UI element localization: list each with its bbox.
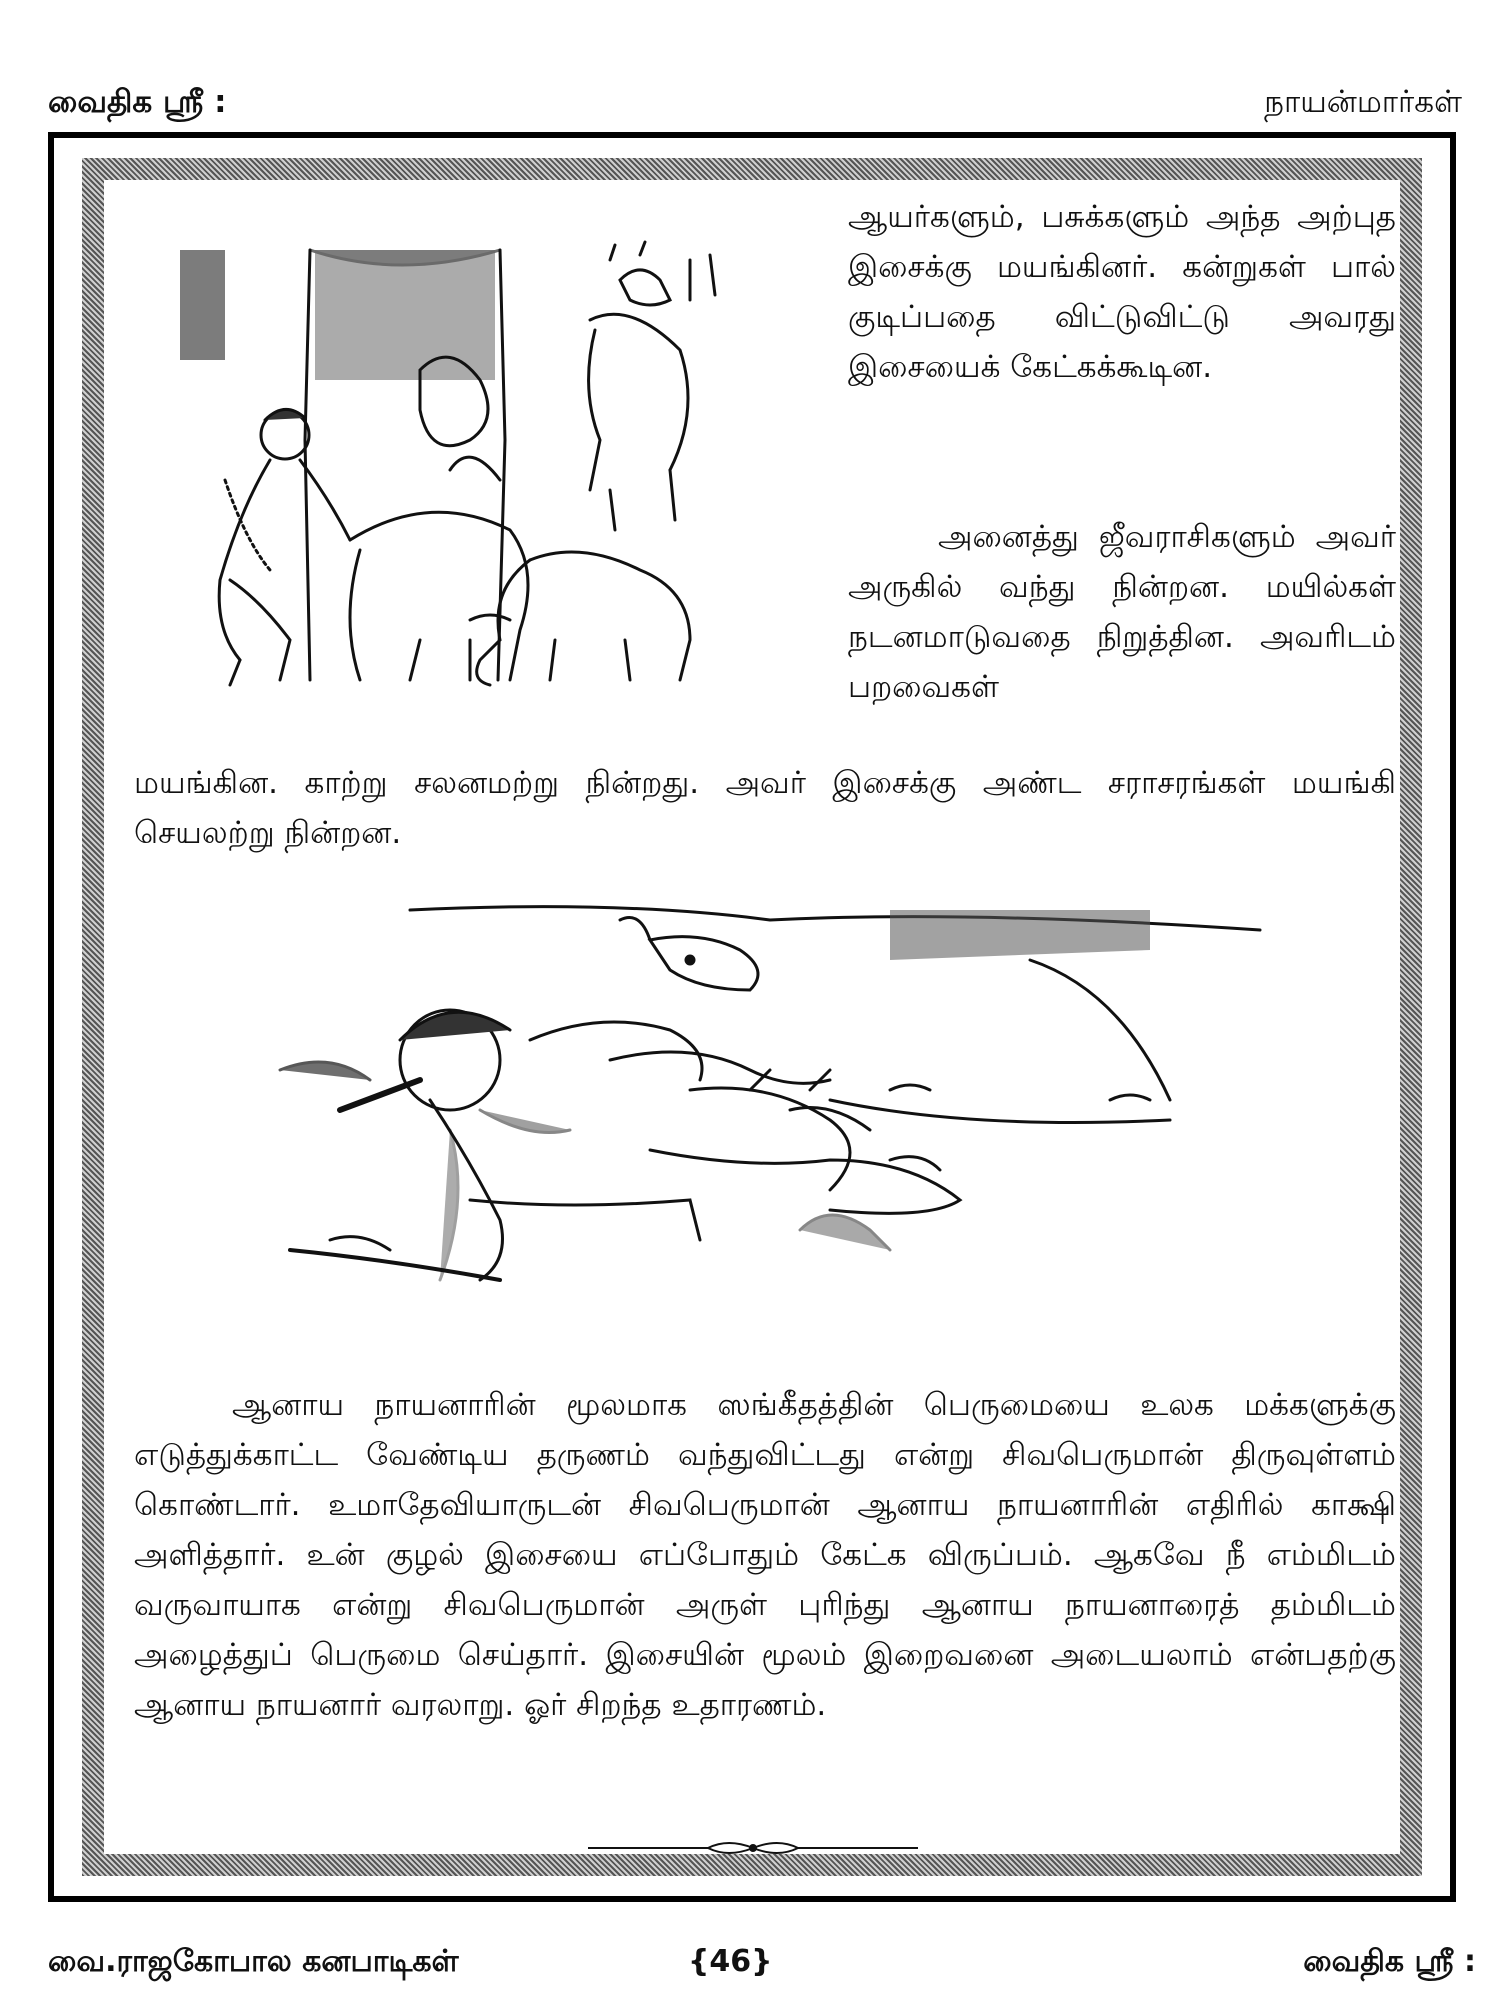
- paragraph-top-right-1: ஆயர்களும், பசுக்களும் அந்த அற்புத இசைக்கு மயங்கினர். கன்றுகள் பால் குடிப்பதை விட்டுவிட்டு அவரது இசையைக் கேட்கக்கூடின.: [848, 199, 1396, 385]
- page-number: {46}: [688, 1944, 773, 1979]
- header-magazine-title: வைதிக ஸ்ரீ :: [48, 84, 227, 120]
- ornamental-divider: [588, 1836, 918, 1860]
- paragraph-top-right-2: அனைத்து ஜீவராசிகளும் அவர் அருகில் வந்து நின்றன. மயில்கள் நடனமாடுவதை நிறுத்தின. அவரிடம் பறவைகள்: [848, 519, 1396, 705]
- paragraph-bottom: ஆனாய நாயனாரின் மூலமாக ஸங்கீதத்தின் பெருமையை உலக மக்களுக்கு எடுத்துக்காட்ட வேண்டிய தருணம் வந்துவிட்டது என்று சிவபெருமான் திருவுள்ளம் கொண்டார். உமாதேவியாருடன் சிவபெருமான் ஆனாய நாயனாரின் எதிரில் காக்ஷி அளித்தார். உன் குழல் இசையை எப்போதும் கேட்க விருப்பம். ஆகவே நீ எம்மிடம் வருவாயாக என்று சிவபெருமான் அருள் புரிந்து ஆனாய நாயனாரைத் தம்மிடம் அழைத்துப் பெருமை செய்தார். இசையின் மூலம் இறைவனை அடையலாம் என்பதற்கு ஆனாய நாயனார் வரலாறு. ஓர் சிறந்த உதாரணம்.: [134, 1387, 1396, 1723]
- illustration-cowherd-with-cows: [170, 240, 810, 700]
- footer-author: வை.ராஜகோபால கனபாடிகள்: [48, 1944, 459, 1979]
- illustration-flute-player-with-cows: [270, 900, 1270, 1300]
- header-section-title: நாயன்மார்கள்: [1264, 84, 1462, 120]
- footer-magazine-title: வைதிக ஸ்ரீ :: [1303, 1944, 1476, 1979]
- paragraph-continuation: மயங்கின. காற்று சலனமற்று நின்றது. அவர் இசைக்கு அண்ட சராசரங்கள் மயங்கி செயலற்று நின்றன.: [134, 765, 1396, 851]
